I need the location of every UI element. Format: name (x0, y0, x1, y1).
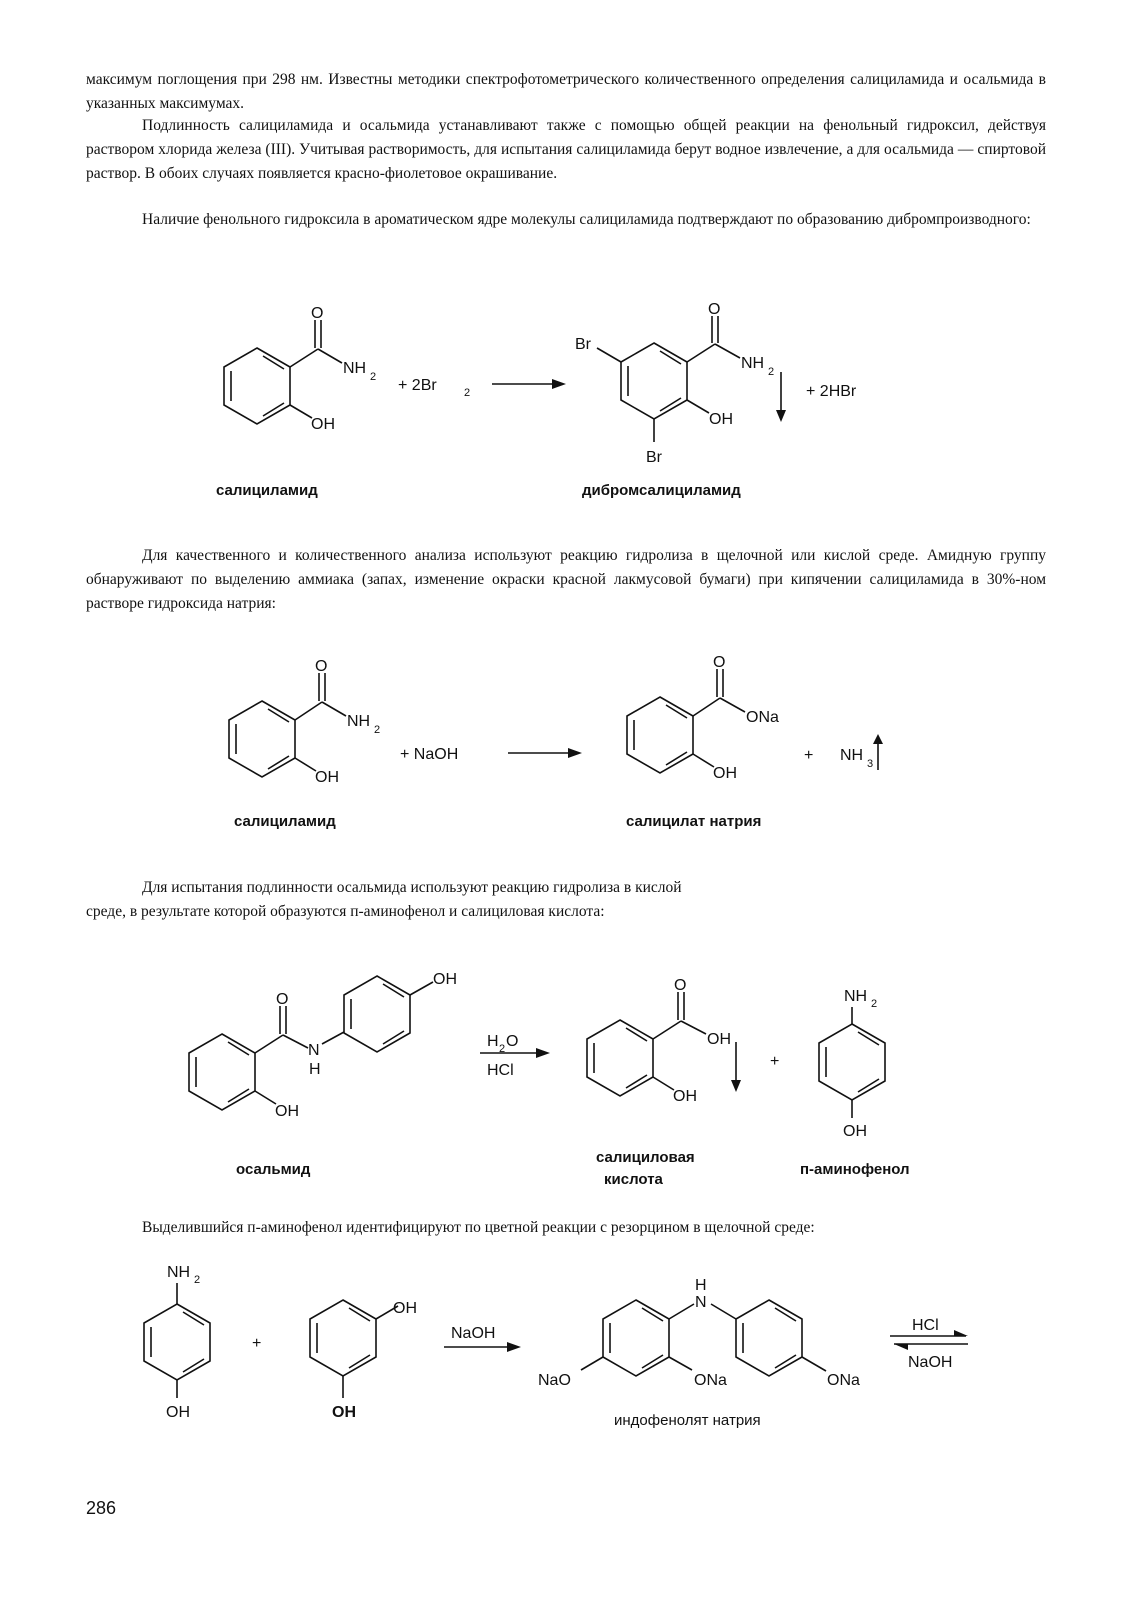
atom-OH: OH (275, 1103, 299, 1120)
atom-OH: OH (433, 971, 457, 988)
reagent-br2-sub: 2 (464, 387, 471, 399)
atom-sub-2: 2 (370, 371, 377, 383)
paragraph-4: Для качественного и количественного анализа используют реакцию гидролиза в щелочной или кислой среде. Амидную группу обнаруживают по выделению аммиака (запах, изменение окраски красной лакмусовой бумаги) при кипячении салициламида в 30%-ном растворе гидроксида натрия: (86, 547, 1046, 612)
reagent-naoh: + NaOH (400, 746, 459, 763)
cond-h2o-o: O (506, 1033, 519, 1050)
label-salicylic-acid-2: кислота (604, 1171, 663, 1188)
atom-H: H (695, 1277, 707, 1294)
scheme-indophenol (0, 1250, 1132, 1440)
label-salicylamide: салициламид (216, 482, 318, 499)
paragraph-5a: Для испытания подлинности осальмида используют реакцию гидролиза в кислой (142, 879, 682, 896)
cond-naoh: NaOH (451, 1325, 496, 1342)
label-osalmid: осальмид (236, 1161, 311, 1178)
reagent-br2: + 2Br (398, 377, 437, 394)
eq-naoh: NaOH (908, 1354, 953, 1371)
atom-O: O (674, 977, 687, 994)
atom-OH: OH (707, 1031, 731, 1048)
atom-NH: NH (844, 988, 868, 1005)
byproduct-nh3-sub: 3 (867, 758, 874, 770)
label-sodium-salicylate: салицилат натрия (626, 813, 762, 830)
byproduct-plus: + (804, 747, 814, 764)
eq-hcl: HCl (912, 1317, 939, 1334)
atom-OH: OH (311, 416, 335, 433)
atom-NH: NH (343, 360, 367, 377)
atom-OH: OH (393, 1300, 417, 1317)
scheme-bromination (0, 280, 1132, 510)
byproduct-hbr: + 2HBr (806, 383, 857, 400)
paragraph-2: Подлинность салициламида и осальмида устанавливают также с помощью общей реакции на фенольный гидроксил, действуя раствором хлорида железа (III). Учитывая растворимость, для испытания салициламида берут водное извлечение, а для осальмида — спиртовой раствор. В обоих случаях появляется красно-фиолетовое окрашивание. (86, 117, 1046, 182)
scheme-acid-hydrolysis (0, 960, 1132, 1190)
paragraph-5b: среде, в результате которой образуются п-аминофенол и салициловая кислота: (86, 903, 605, 920)
atom-sub-2: 2 (871, 998, 878, 1010)
atom-sub-2: 2 (194, 1274, 201, 1286)
atom-H: H (309, 1061, 321, 1078)
plus: + (770, 1053, 780, 1070)
atom-ONa: ONa (827, 1372, 860, 1389)
atom-NaO: NaO (538, 1372, 571, 1389)
atom-sub-2: 2 (374, 724, 381, 736)
paragraph-1: максимум поглощения при 298 нм. Известны методики спектрофотометрического количественного определения салициламида и осальмида в указанных максимумах. (86, 71, 1046, 112)
atom-OH: OH (843, 1123, 867, 1140)
atom-OH: OH (709, 411, 733, 428)
label-dibromsalicylamide: дибромсалициламид (582, 482, 741, 499)
page-number: 286 (86, 1498, 117, 1518)
atom-OH: OH (713, 765, 737, 782)
atom-ONa: ONa (746, 709, 779, 726)
cond-h2o: H (487, 1033, 499, 1050)
atom-NH: NH (347, 713, 371, 730)
scheme-alkaline-hydrolysis (0, 650, 1132, 840)
cond-h2o-sub: 2 (499, 1043, 506, 1055)
atom-sub-2: 2 (768, 366, 775, 378)
label-salicylamide-2: салициламид (234, 813, 336, 830)
atom-OH: OH (673, 1088, 697, 1105)
atom-Br: Br (575, 336, 591, 353)
atom-OH: OH (315, 769, 339, 786)
label-p-aminophenol: п-аминофенол (800, 1161, 910, 1178)
atom-Br: Br (646, 449, 662, 466)
atom-O: O (276, 991, 289, 1008)
atom-O: O (311, 305, 324, 322)
atom-NH: NH (167, 1264, 191, 1281)
atom-OH: OH (332, 1404, 356, 1421)
atom-N: N (308, 1042, 320, 1059)
label-salicylic-acid-1: салициловая (596, 1149, 695, 1166)
plus: + (252, 1335, 262, 1352)
atom-O: O (708, 301, 721, 318)
atom-OH: OH (166, 1404, 190, 1421)
atom-ONa: ONa (694, 1372, 727, 1389)
cond-hcl: HCl (487, 1062, 514, 1079)
atom-O: O (315, 658, 328, 675)
label-sodium-indophenolate: индофенолят натрия (614, 1412, 761, 1429)
byproduct-nh3: NH (840, 747, 864, 764)
paragraph-3: Наличие фенольного гидроксила в ароматическом ядре молекулы салициламида подтверждают по образованию дибромпроизводного: (142, 211, 1031, 228)
atom-N: N (695, 1294, 707, 1311)
paragraph-6: Выделившийся п-аминофенол идентифицируют по цветной реакции с резорцином в щелочной среде: (142, 1219, 815, 1236)
atom-NH: NH (741, 355, 765, 372)
atom-O: O (713, 654, 726, 671)
